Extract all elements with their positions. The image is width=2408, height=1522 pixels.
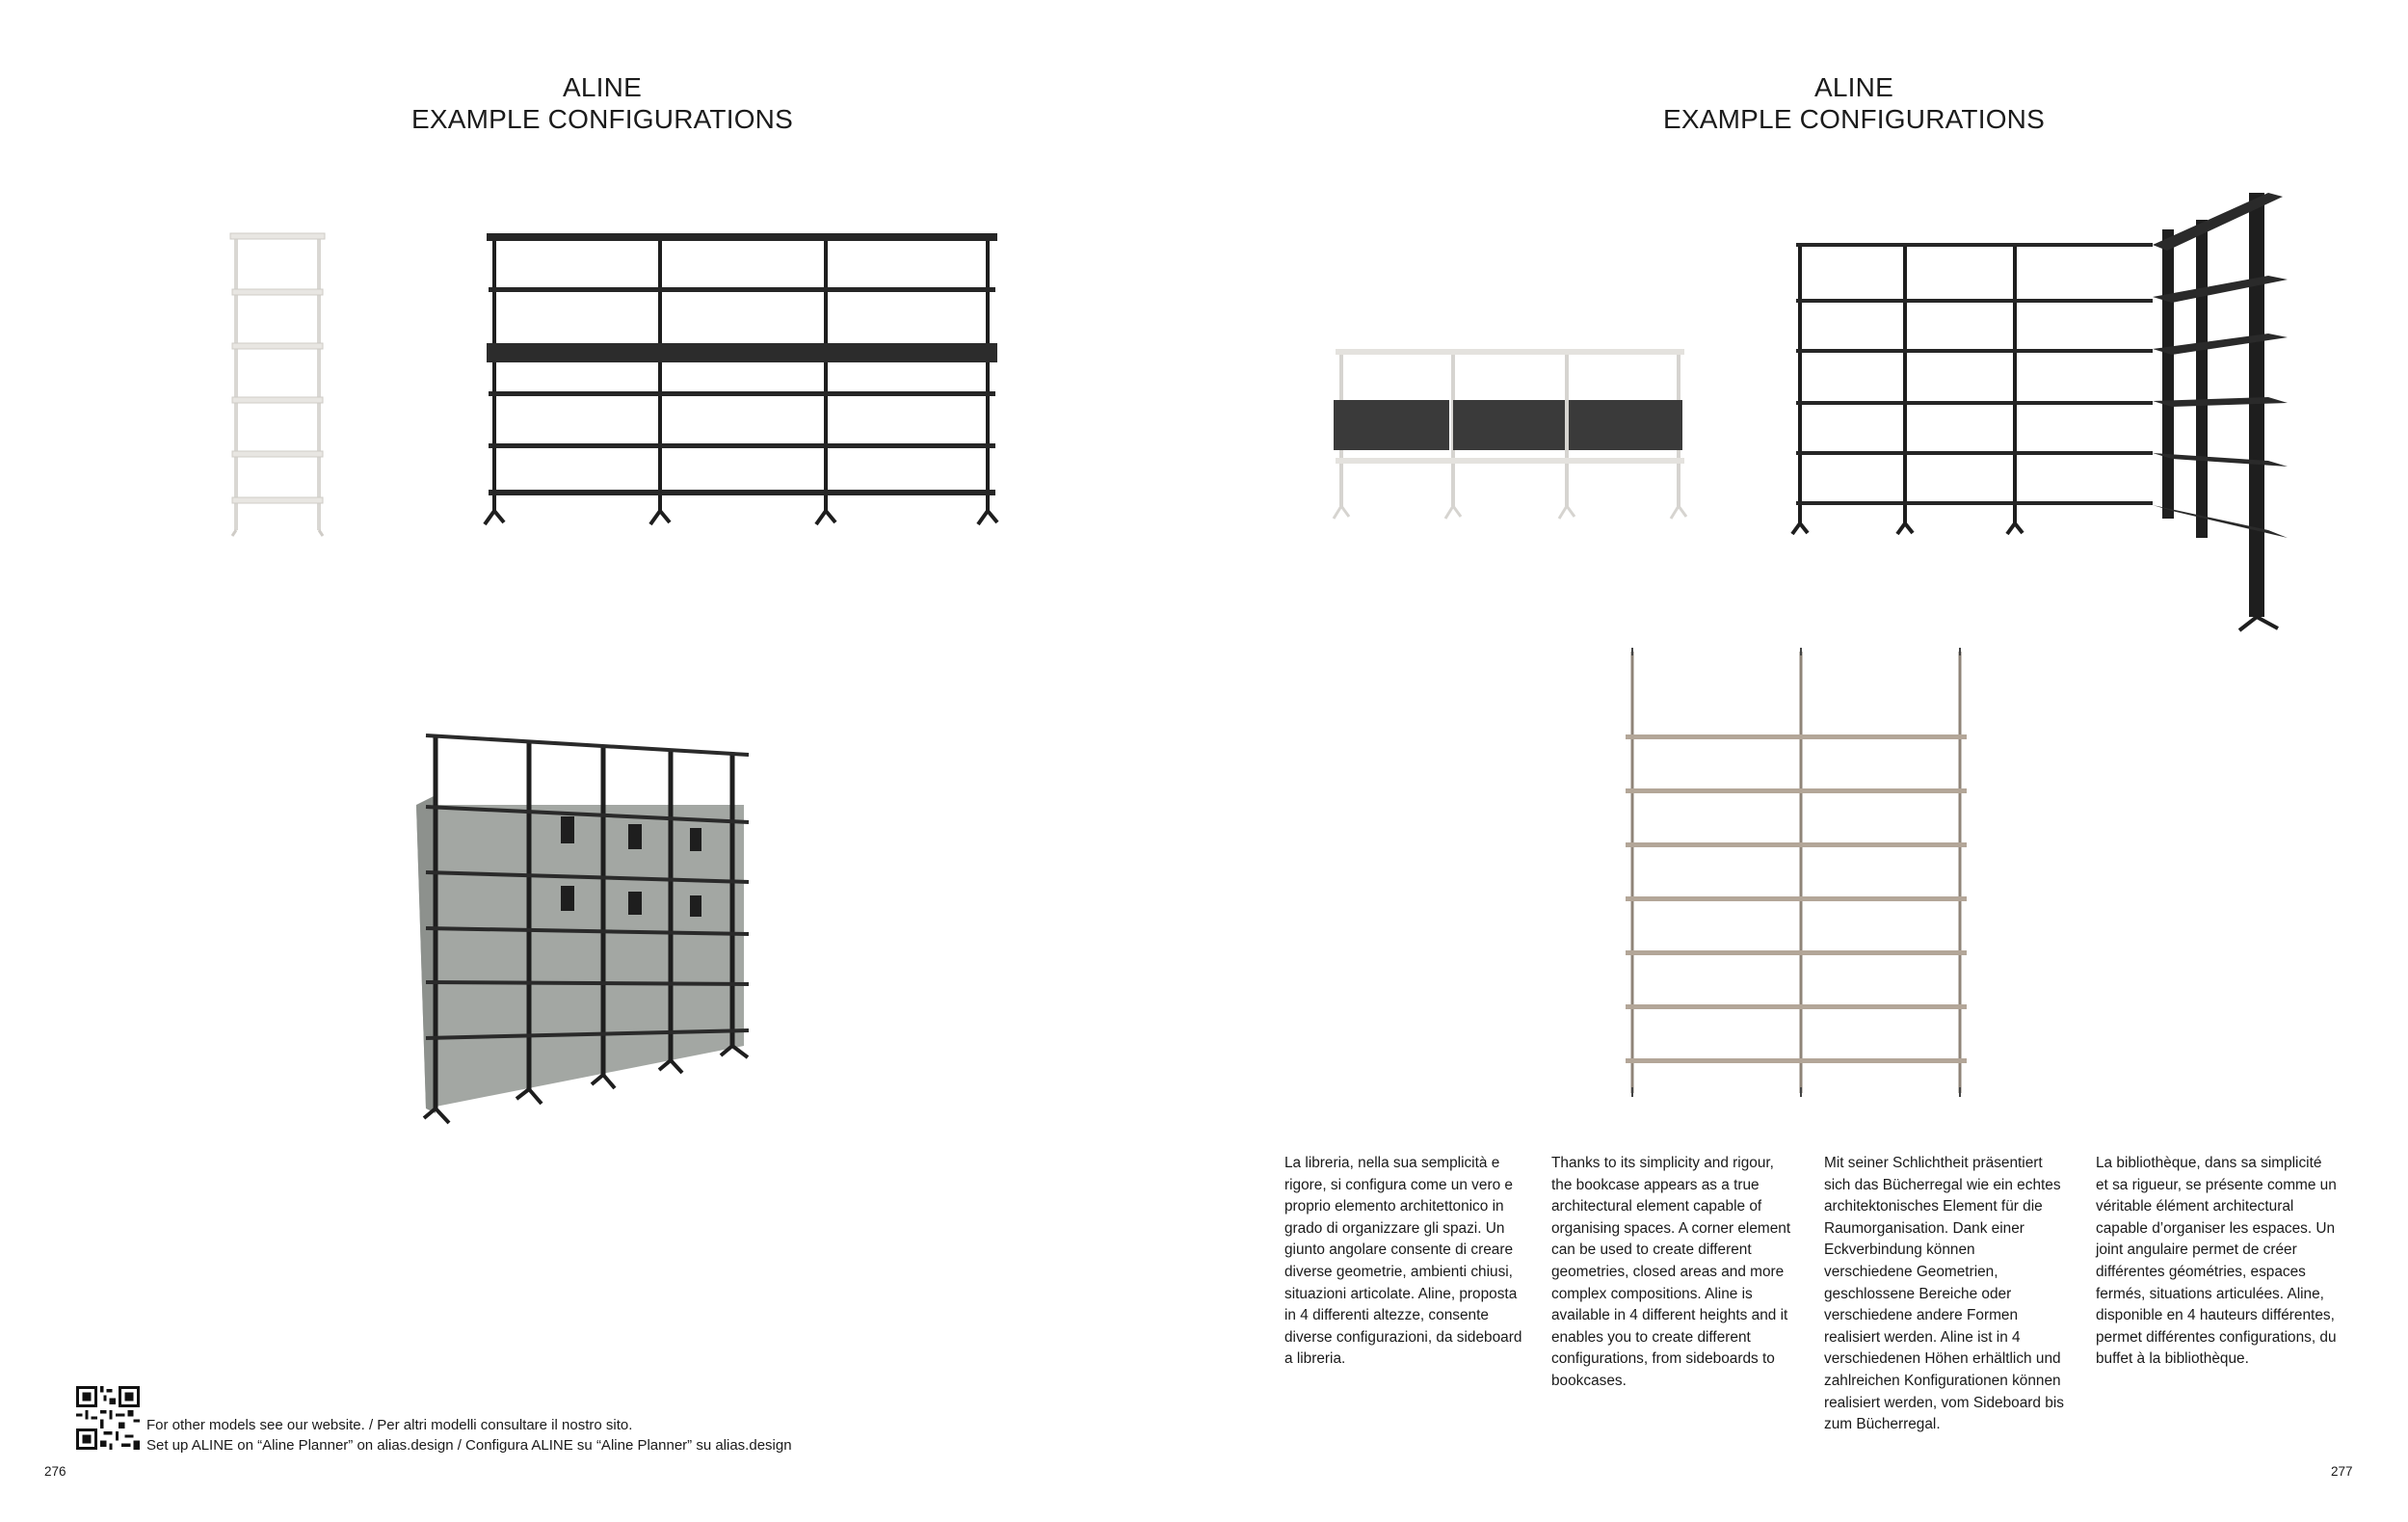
page-title-right — [1627, 71, 2080, 135]
page-number-right: 277 — [2331, 1464, 2353, 1479]
footer-line-1: For other models see our website. / Per altri modelli consultare il nostro sito. — [146, 1417, 633, 1433]
black-bookcase-grey-panel-image — [416, 728, 763, 1133]
text-column-english: Thanks to its simplicity and rigour, the bookcase appears as a true architectural element capable of organising spaces. A corner element can be used to create different geometries, closed areas and more complex compositions. Aline is available in 4 different heights and it enables you to create different configurations, from sideboards to bookcases. — [1551, 1155, 1791, 1389]
right-page — [1204, 0, 2408, 1522]
text-column-french: La bibliothèque, dans sa simplicité et sa rigueur, se présente comme un véritable élément architectural capable d’organiser les espaces. Un joint angulaire permet de créer différentes géométries, espaces fermés, situations articulées. Aline, disponible en 4 hauteurs différentes, permet différentes configurations, du buffet à la bibliothèque. — [2096, 1155, 2337, 1368]
bronze-floor-to-ceiling-bookcase-image — [1618, 648, 1974, 1101]
text-column-german: Mit seiner Schlichtheit präsentiert sich das Bücherregal wie ein echtes architektonisches Element für die Raumorganisation. Dank einer Eckverbindung können verschiedene Geometrien, geschlossene Bereiche oder verschiedene andere Formen realisiert werden. Aline ist in 4 verschiedenen Höhen erhältlich und zahlreichen Konfigurationen können realisiert werden, vom Sideboard bis zum Bücherregal. — [1824, 1155, 2064, 1433]
title-line-1: ALINE — [1814, 72, 1893, 102]
qr-code-image — [76, 1386, 140, 1450]
title-line-2: EXAMPLE CONFIGURATIONS — [1663, 104, 2045, 134]
page-title-left — [376, 71, 829, 135]
white-sideboard-image — [1334, 347, 1695, 521]
page-number-left: 276 — [44, 1464, 66, 1479]
white-single-bookcase-image — [226, 229, 332, 538]
footer-note — [146, 1415, 792, 1455]
footer-line-2: Set up ALINE on “Aline Planner” on alias.design / Configura ALINE su “Aline Planner” su alias.design — [146, 1437, 792, 1454]
title-line-1: ALINE — [563, 72, 642, 102]
black-triple-bookcase-image — [487, 231, 997, 530]
title-line-2: EXAMPLE CONFIGURATIONS — [411, 104, 793, 134]
text-column-italian: La libreria, nella sua semplicità e rigore, si configura come un vero e proprio elemento architettonico in grado di organizzare gli spazi. Un giunto angolare consente di creare diverse geometrie, ambienti chiusi, situazioni articolate. Aline, proposta in 4 differenti altezze, consente diverse configurazioni, da sideboard a libreria. — [1284, 1155, 1522, 1368]
black-corner-bookcase-image — [1796, 191, 2297, 634]
